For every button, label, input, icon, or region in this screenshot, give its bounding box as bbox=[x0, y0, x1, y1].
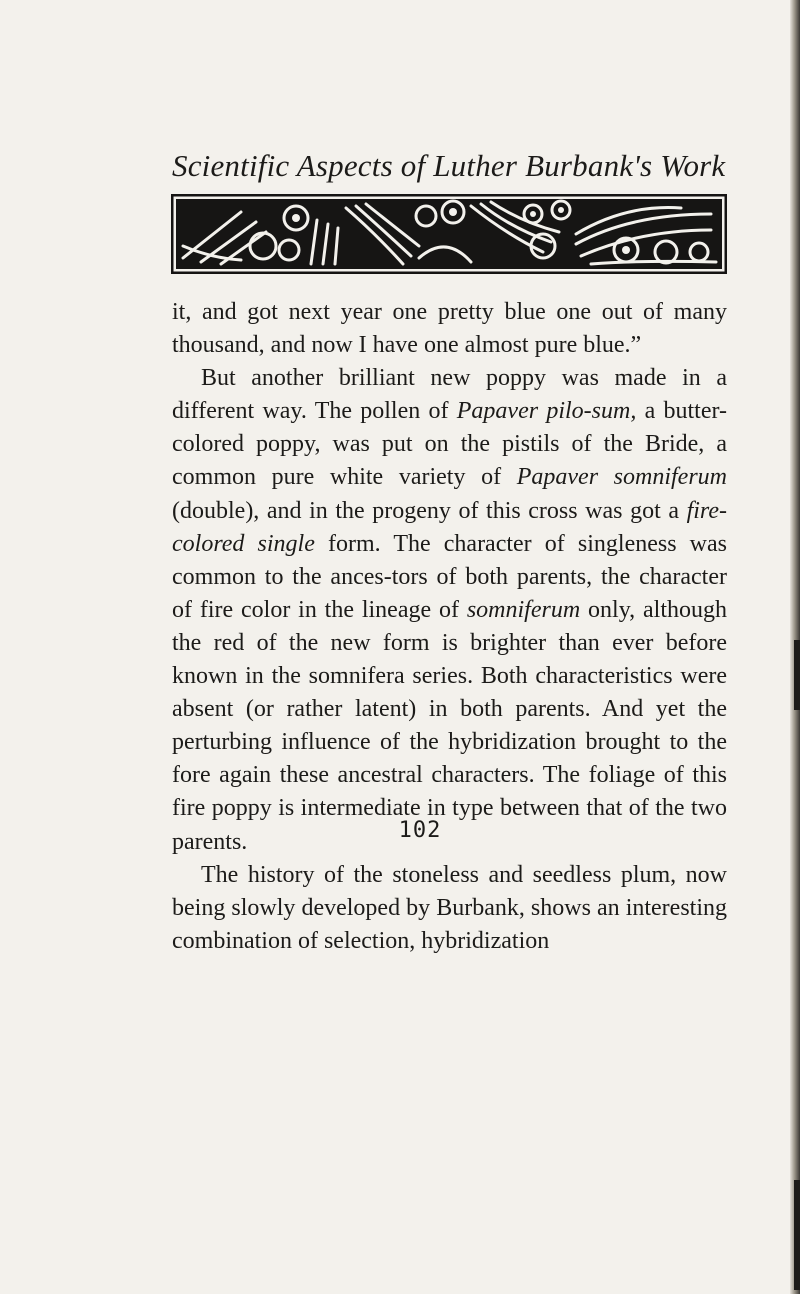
text-run: The history of the stoneless and seedless plum, now being slowly developed by Burbank, shows an interesting combination of selection, hybridization bbox=[172, 861, 727, 954]
italic-term: Papaver pilo-sum, bbox=[456, 398, 637, 425]
running-header: Scientific Aspects of Luther Burbank's Work bbox=[172, 148, 726, 183]
body-text bbox=[172, 296, 727, 958]
text-run: (double), and in the progeny of this cross was got a bbox=[172, 497, 687, 524]
paragraph bbox=[172, 362, 727, 858]
text-run: only, although the red of the new form is brighter than ever before known in the somnifera series. Both characteristics were absent (or rather latent) in both parents. And yet the perturbing influence of the hybridization brought to the fore again these ancestral characters. The foliage of this fire poppy is intermediate in type between that of the two parents. bbox=[172, 596, 727, 855]
italic-term: somniferum bbox=[466, 596, 581, 623]
page-number: 102 bbox=[398, 818, 442, 843]
italic-term: fire-colored single bbox=[172, 497, 727, 557]
paragraph bbox=[172, 296, 727, 362]
text-run: it, and got next year one pretty blue one out of many thousand, and now I have one almost pure blue.” bbox=[172, 299, 727, 359]
art-nouveau-floral-band-icon bbox=[171, 194, 727, 274]
text-run: a butter-colored poppy, was put on the pistils of the Bride, a common pure white variety of bbox=[172, 398, 727, 491]
paragraph bbox=[172, 859, 727, 958]
edge-mark bbox=[794, 640, 800, 710]
italic-term: Papaver somniferum bbox=[516, 464, 728, 491]
text-run: form. The character of singleness was common to the ances-tors of both parents, the character of fire color in the lineage of bbox=[172, 530, 728, 623]
edge-mark bbox=[794, 1180, 800, 1290]
text-run: But another brilliant new poppy was made in a different way. The pollen of bbox=[172, 365, 727, 425]
